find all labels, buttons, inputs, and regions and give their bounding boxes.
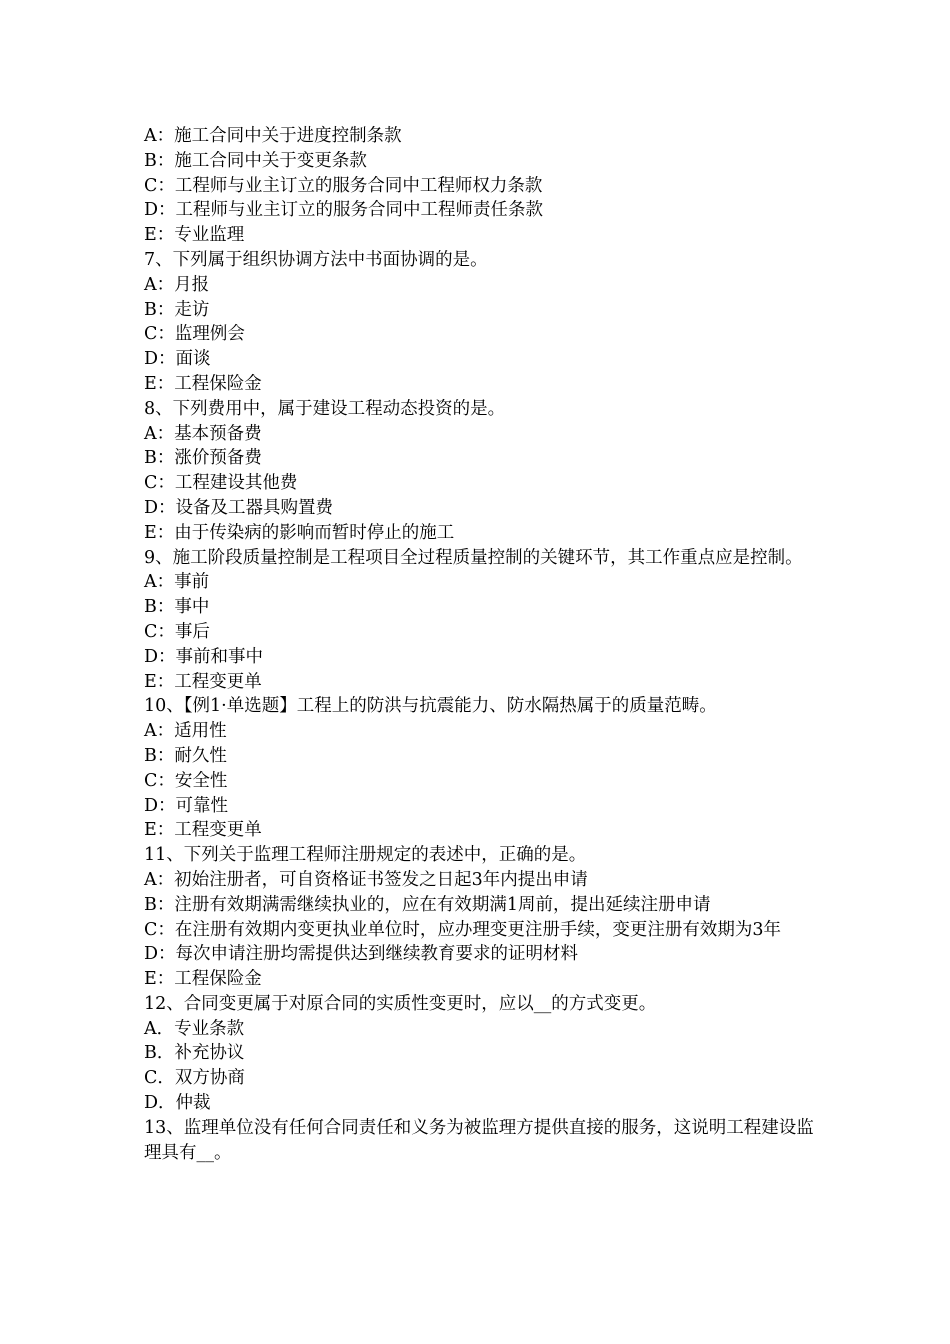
option-a-schedule-clause: A：施工合同中关于进度控制条款 (144, 126, 402, 146)
option-e-professional-supervision: E：专业监理 (144, 225, 245, 246)
option-c-authority-clause: C：工程师与业主订立的服务合同中工程师权力条款 (144, 175, 543, 196)
question-13: 13、监理单位没有任何合同责任和义务为被监理方提供直接的服务，这说明工程建设监理具有__。 (144, 1117, 814, 1163)
question-7: 7、下列属于组织协调方法中书面协调的是。 (144, 249, 488, 270)
question-8: 8、下列费用中，属于建设工程动态投资的是。 (144, 398, 506, 419)
q10-option-e: E：工程变更单 (144, 820, 262, 841)
q7-option-e: E：工程保险金 (144, 373, 262, 394)
q11-option-e: E：工程保险金 (144, 969, 262, 990)
q12-option-b: B．补充协议 (144, 1043, 245, 1064)
q7-option-b: B：走访 (144, 299, 210, 320)
option-d-responsibility-clause: D：工程师与业主订立的服务合同中工程师责任条款 (144, 200, 544, 221)
q8-option-d: D：设备及工器具购置费 (144, 497, 334, 518)
q9-option-c: C：事后 (144, 621, 210, 642)
q7-option-c: C：监理例会 (144, 324, 245, 345)
q11-option-c: C：在注册有效期内变更执业单位时，应办理变更注册手续，变更注册有效期为3年 (144, 919, 782, 940)
q11-option-d: D：每次申请注册均需提供达到继续教育要求的证明材料 (144, 944, 579, 965)
q12-option-c: C．双方协商 (144, 1068, 245, 1089)
q12-option-a: A．专业条款 (144, 1018, 245, 1039)
q11-option-a: A：初始注册者，可自资格证书签发之日起3年内提出申请 (144, 869, 588, 890)
q9-option-a: A：事前 (144, 572, 210, 593)
q12-option-d: D．仲裁 (144, 1093, 211, 1114)
q7-option-a: A：月报 (144, 274, 210, 295)
q8-option-e: E：由于传染病的影响而暂时停止的施工 (144, 522, 455, 543)
q8-option-b: B：涨价预备费 (144, 448, 262, 469)
question-12: 12、合同变更属于对原合同的实质性变更时，应以__的方式变更。 (144, 993, 657, 1014)
q7-option-d: D：面谈 (144, 349, 211, 370)
q9-option-e: E：工程变更单 (144, 671, 262, 692)
q10-option-a: A：适用性 (144, 721, 227, 742)
question-10: 10、【例1·单选题】工程上的防洪与抗震能力、防水隔热属于的质量范畴。 (144, 696, 717, 717)
q10-option-b: B：耐久性 (144, 745, 227, 766)
q10-option-c: C：安全性 (144, 770, 228, 791)
document-body (144, 124, 814, 1165)
q10-option-d: D：可靠性 (144, 795, 229, 816)
option-b-change-clause: B：施工合同中关于变更条款 (144, 150, 367, 171)
question-9: 9、施工阶段质量控制是工程项目全过程质量控制的关键环节，其工作重点应是控制。 (144, 547, 803, 568)
q8-option-a: A：基本预备费 (144, 423, 262, 444)
q8-option-c: C：工程建设其他费 (144, 473, 298, 494)
question-11: 11、下列关于监理工程师注册规定的表述中，正确的是。 (144, 845, 587, 866)
q11-option-b: B：注册有效期满需继续执业的，应在有效期满1周前，提出延续注册申请 (144, 894, 711, 915)
q9-option-b: B：事中 (144, 597, 210, 618)
q9-option-d: D：事前和事中 (144, 646, 264, 667)
